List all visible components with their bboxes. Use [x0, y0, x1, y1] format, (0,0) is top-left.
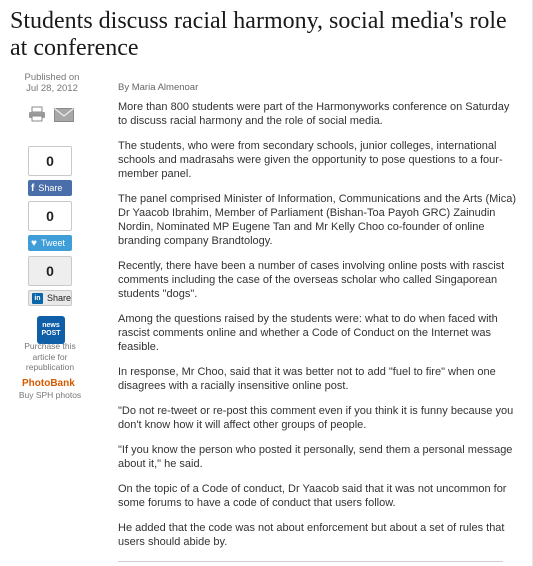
article-body [118, 100, 516, 560]
newspost-logo-icon[interactable] [37, 316, 65, 344]
linkedin-icon: in [32, 293, 43, 304]
article-tools [28, 106, 78, 124]
article-paragraph: The panel comprised Minister of Information, Communications and the Arts (Mica) Dr Yaacob Ibrahim, Member of Parliament (Bishan-Toa Payoh GRC) Zainudin Nordin, Nominated MP Eugene Tan and Mr Kelly Choo co-founder of online branding company Brandtology. [118, 193, 516, 247]
facebook-share-count: 0 [28, 146, 72, 176]
twitter-share-button[interactable] [28, 235, 72, 251]
byline: By Maria Almenoar [118, 82, 199, 93]
facebook-share-label: Share [38, 183, 63, 193]
linkedin-share-label: Share [46, 293, 71, 303]
article-paragraph: He added that the code was not about enforcement but about a set of rules that users should abide by. [118, 522, 505, 548]
published-info [12, 72, 92, 94]
linkedin-share-button[interactable] [28, 290, 72, 306]
envelope-icon[interactable] [54, 108, 74, 122]
article-paragraph: The students, who were from secondary schools, junior colleges, international schools and madrasahs were given the opportunity to pose questions to a four-member panel. [118, 140, 503, 180]
article-paragraph: More than 800 students were part of the Harmonyworks conference on Saturday to discuss racial harmony and the role of social media. [118, 101, 510, 127]
facebook-share [28, 146, 76, 196]
published-date: Jul 28, 2012 [26, 83, 78, 94]
article-paragraph: Recently, there have been a number of cases involving online posts with rascist comments including the case of the overseas scholar who called Singaporean students "dogs". [118, 260, 505, 300]
twitter-share-count: 0 [28, 201, 72, 231]
article-paragraph: On the topic of a Code of conduct, Dr Yaacob said that it was not uncommon for some forums to have a code of conduct that users follow. [118, 483, 507, 509]
article-divider [118, 561, 503, 562]
article-headline: Students discuss racial harmony, social media's role at conference [10, 8, 507, 61]
buy-sph-photos-link[interactable]: Buy SPH photos [18, 390, 82, 400]
linkedin-share [28, 256, 76, 306]
article-paragraph: "Do not re-tweet or re-post this comment even if you think it is funny because you don't know how it will affect other groups of people. [118, 405, 514, 431]
printer-icon[interactable] [28, 106, 46, 122]
article-paragraph: "If you know the person who posted it personally, send them a personal message about it," he said. [118, 444, 513, 470]
newspost-line2: POST [41, 330, 61, 337]
article-paragraph: Among the questions raised by the students were: what to do when faced with rascist comments online and whether a Code of Conduct on the Internet was feasible. [118, 313, 498, 353]
twitter-share [28, 201, 76, 251]
twitter-share-label: Tweet [40, 238, 65, 248]
photobank-logo[interactable]: PhotoBank [22, 378, 75, 389]
article-paragraph: In response, Mr Choo, said that it was better not to add "fuel to fire" when one disagrees with a racially insensitive online post. [118, 366, 496, 392]
twitter-bird-icon: ♥ [31, 237, 37, 249]
facebook-share-button[interactable] [28, 180, 72, 196]
linkedin-share-count: 0 [28, 256, 72, 286]
newspost-line1: news [42, 322, 60, 329]
published-label: Published on [24, 72, 80, 83]
facebook-icon: f [31, 182, 35, 194]
purchase-republication-link[interactable]: Purchase this article for republication [24, 341, 76, 372]
